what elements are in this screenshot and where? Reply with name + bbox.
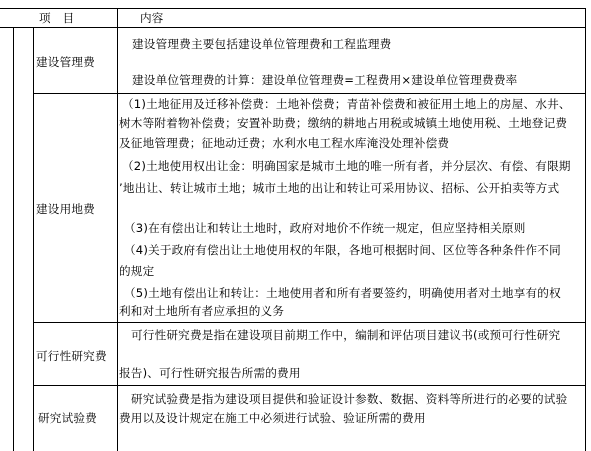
row2-line1: （1)土地征用及迁移补偿费：土地补偿费；青苗补偿费和被征用土地上的房屋、水井、 xyxy=(122,97,571,111)
row4-line1: 研究试验费是指为建设项目提供和验证设计参数、数据、资料等所进行的必要的试验 xyxy=(131,392,568,406)
row3-line2: 报告)、可行性研究报告所需的费用 xyxy=(119,366,301,380)
rule-left-inner xyxy=(33,28,34,451)
row3-line1: 可行性研究费是指在建设项目前期工作中，编制和评估项目建议书(或预可行性研究 xyxy=(131,328,561,342)
row2-line8: 的规定 xyxy=(119,264,155,278)
row4-line2: 费用以及设计规定在施工中必须进行试验、验证所需的费用 xyxy=(119,411,426,425)
rule-left-outer xyxy=(13,28,14,451)
rule-top xyxy=(0,8,586,9)
row-name-land: 建设用地费 xyxy=(36,202,95,216)
row2-line3: 及征地管理费；征地动迁费；水利水电工程水库淹没处理补偿费 xyxy=(119,136,450,150)
row2-line2: 树木等附着物补偿费；安置补助费；缴纳的耕地占用税或城镇土地使用税、土地登记费 xyxy=(119,116,568,130)
row2-line5: ’地出让、转让城市土地；城市土地的出让和转让可采用协议、招标、公开拍卖等方式 xyxy=(119,181,560,195)
row1-line2: 建设单位管理费的计算：建设单位管理费=工程费用×建设单位管理费费率 xyxy=(132,73,518,87)
row-name-research: 研究试验费 xyxy=(38,411,97,425)
header-item: 项 目 xyxy=(39,11,75,25)
row2-line10: 利和对土地所有者应承担的义务 xyxy=(119,304,285,318)
row-name-mgmt: 建设管理费 xyxy=(36,55,95,69)
row2-line4: （2)土地使用权出让金：明确国家是城市土地的唯一所有者，并分层次、有偿、有限期 xyxy=(122,159,571,173)
row-name-feasibility: 可行性研究费 xyxy=(36,349,107,363)
rule-right xyxy=(585,8,586,451)
row2-line6: （3)在有偿出让和转让土地时，政府对地价不作统一规定，但应坚持相关原则 xyxy=(124,221,526,235)
rule-row1-bottom xyxy=(33,93,586,94)
row1-line1: 建设管理费主要包括建设单位管理费和工程监理费 xyxy=(132,37,392,51)
row2-line7: （4)关于政府有偿出让土地使用权的年限，各地可根据时间、区位等各种条件作不同 xyxy=(124,243,561,257)
row2-line9: （5)土地有偿出让和转让：土地使用者和所有者要签约，明确使用者对土地享有的权 xyxy=(124,286,561,300)
rule-row3-bottom xyxy=(33,385,586,386)
rule-row2-bottom xyxy=(33,322,586,323)
rule-col-divider xyxy=(117,8,118,451)
rule-header-bottom xyxy=(0,27,586,28)
header-content: 内容 xyxy=(140,11,164,25)
